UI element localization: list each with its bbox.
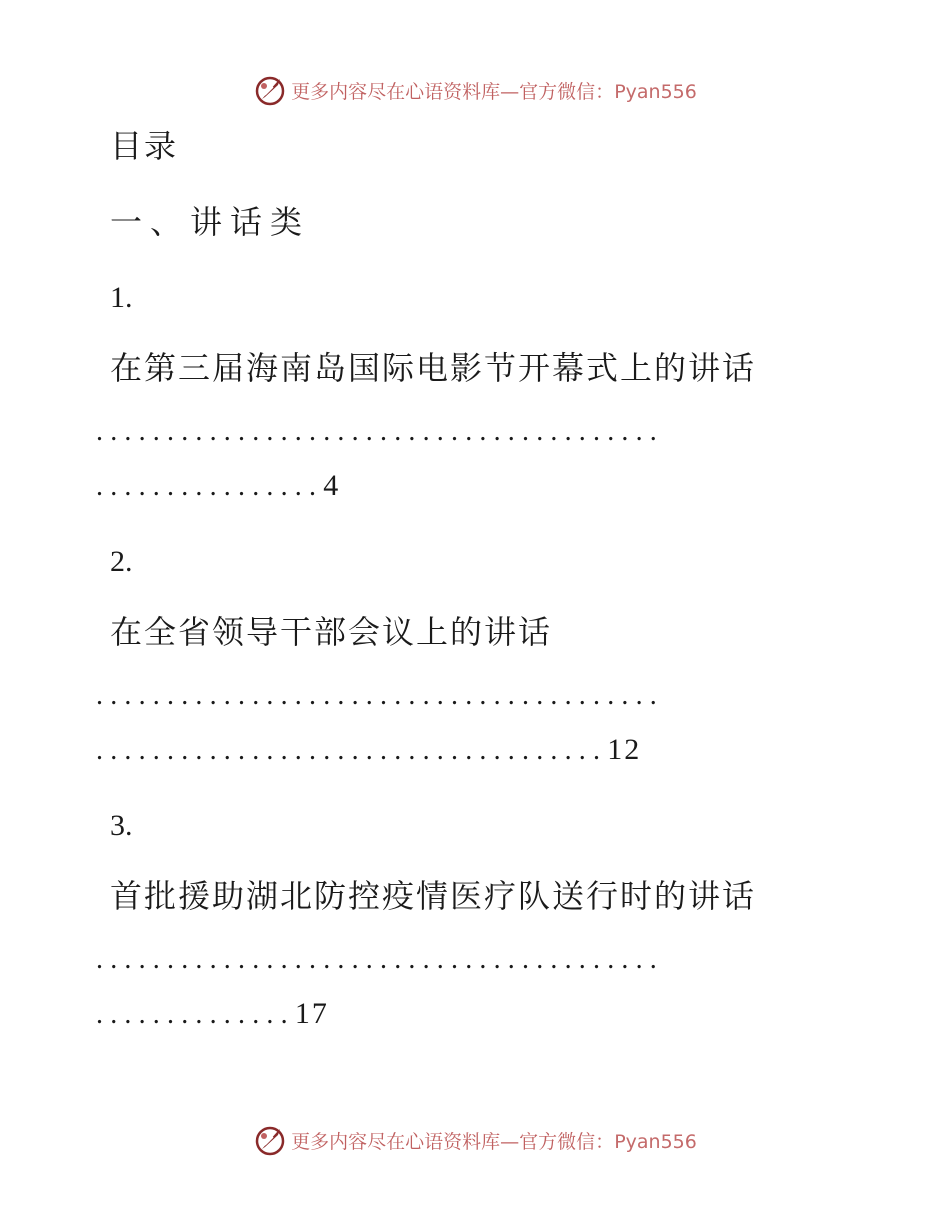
page-number: 4 (323, 469, 341, 502)
quill-logo-icon (253, 1123, 287, 1157)
watermark-id: Pyan556 (614, 80, 697, 103)
dot-leader: ........................................ (96, 680, 664, 711)
entry-number: 2. (110, 545, 133, 578)
entry-number: 3. (110, 809, 133, 842)
dot-leader-with-page (96, 466, 340, 507)
quill-logo-icon (253, 73, 287, 107)
watermark-separator: — (500, 80, 520, 103)
watermark-separator: — (500, 1130, 520, 1153)
page-number: 12 (607, 733, 642, 766)
watermark-main-text: 更多内容尽在心语资料库 (291, 80, 501, 103)
section-heading: 一、讲话类 (110, 203, 311, 241)
watermark-id: Pyan556 (614, 1130, 697, 1153)
entry-number: 1. (110, 281, 133, 314)
page-number: 17 (294, 997, 329, 1030)
toc-title: 目录 (110, 127, 179, 165)
watermark-label: 官方微信： (519, 80, 615, 103)
dot-leader-with-page (96, 730, 641, 771)
watermark-main-text: 更多内容尽在心语资料库 (291, 1130, 501, 1153)
header-watermark (0, 70, 950, 110)
dot-leader: ........................................ (96, 944, 664, 975)
entry-title: 首批援助湖北防控疫情医疗队送行时的讲话 (110, 877, 757, 915)
dot-leader: ........................................ (96, 416, 664, 447)
entry-title: 在全省领导干部会议上的讲话 (110, 613, 553, 651)
dot-leader: .............. (96, 999, 295, 1030)
dot-leader: .................................... (96, 735, 608, 766)
entry-title: 在第三届海南岛国际电影节开幕式上的讲话 (110, 349, 757, 387)
watermark-label: 官方微信： (519, 1130, 615, 1153)
footer-watermark (0, 1120, 950, 1160)
dot-leader: ................ (96, 471, 324, 502)
dot-leader-with-page (96, 994, 329, 1035)
